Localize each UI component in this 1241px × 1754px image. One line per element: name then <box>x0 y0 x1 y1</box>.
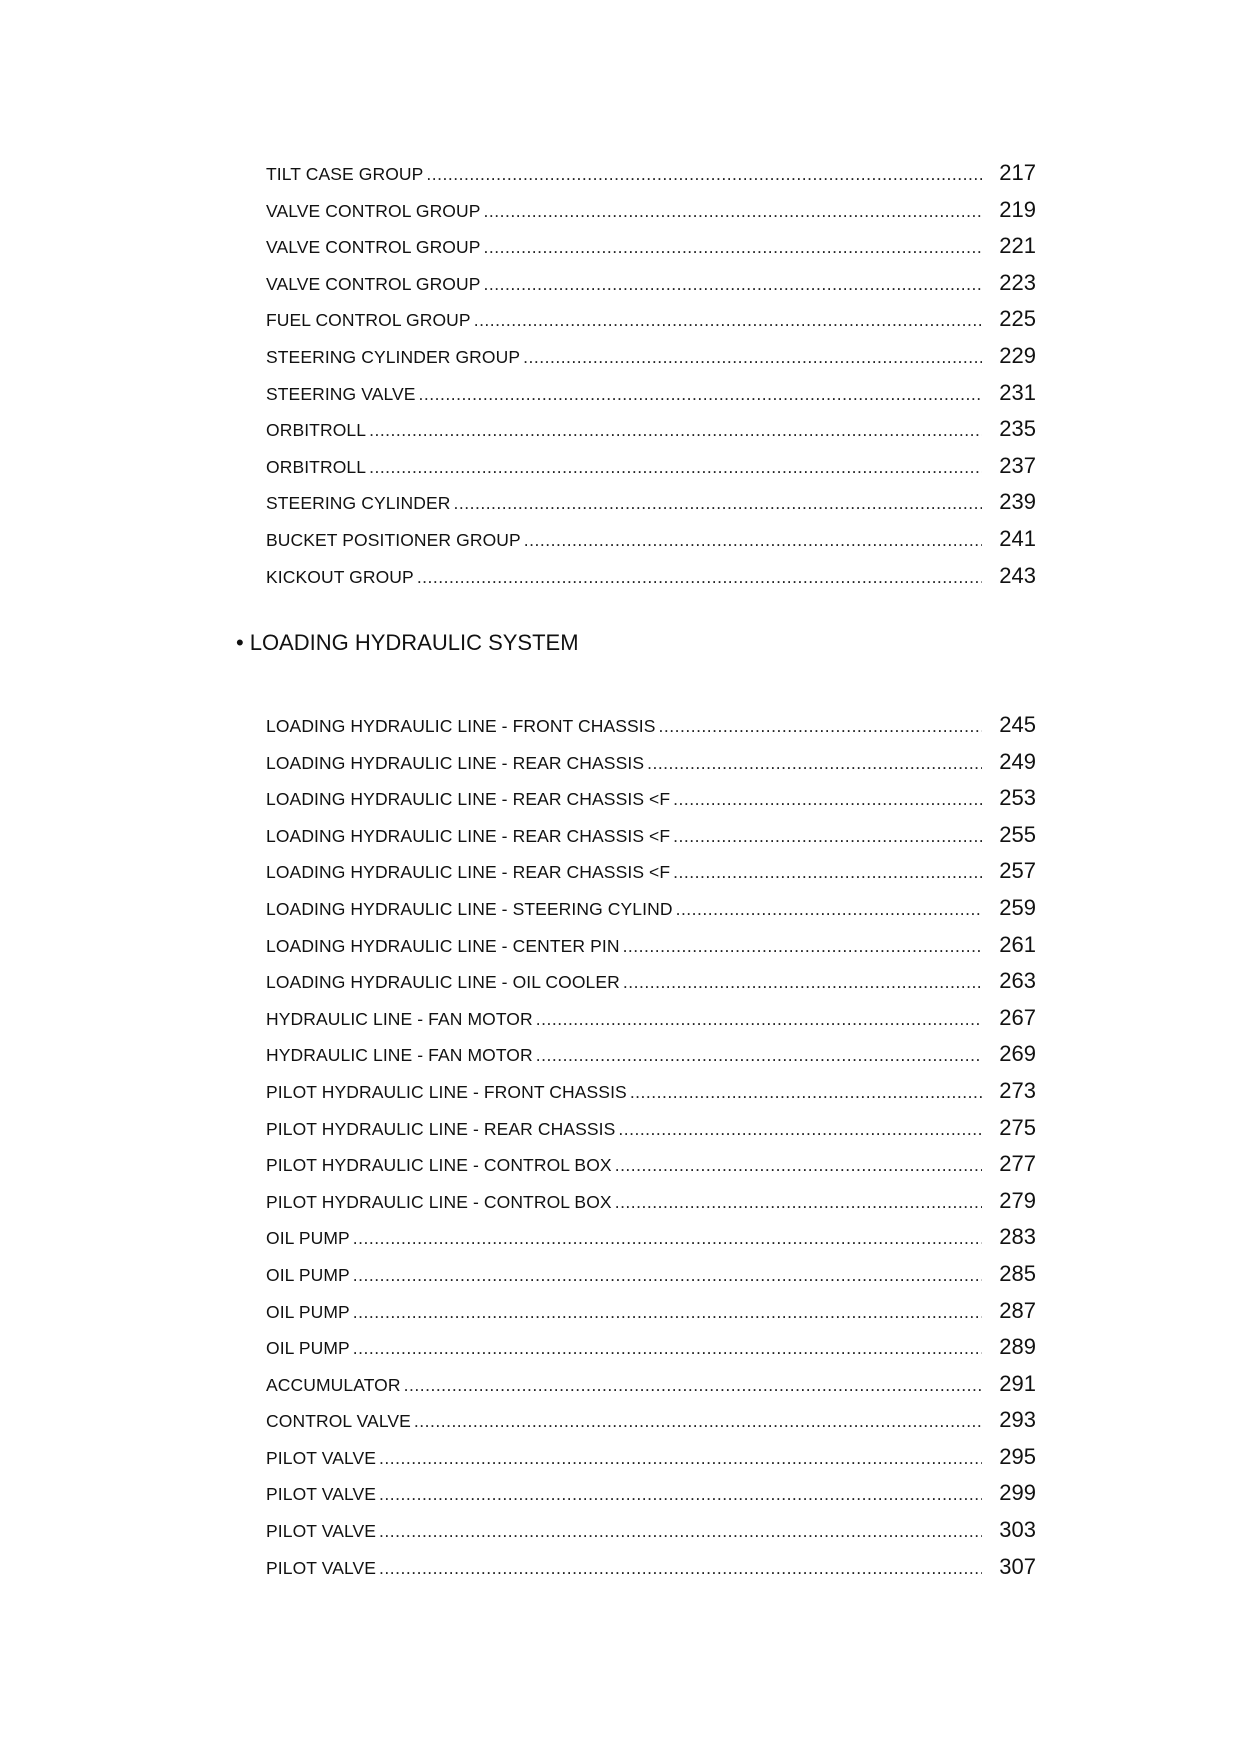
toc-entry-page-number: 295 <box>999 1443 1036 1469</box>
toc-entry-title: LOADING HYDRAULIC LINE - REAR CHASSIS <F <box>266 825 671 846</box>
toc-entry[interactable] <box>266 1073 1036 1110</box>
dot-leader <box>615 1147 982 1184</box>
toc-entry-page-number: 279 <box>999 1187 1036 1213</box>
toc-entry-page-number: 239 <box>999 489 1036 515</box>
toc-entry[interactable] <box>266 1439 1036 1476</box>
toc-entry[interactable] <box>266 817 1036 854</box>
toc-entry-title-wrap <box>266 745 996 782</box>
dot-leader <box>523 339 982 376</box>
toc-entry-title-wrap <box>266 964 996 1001</box>
toc-entry-page-number: 219 <box>999 196 1036 222</box>
toc-entry-title: STEERING CYLINDER <box>266 493 451 514</box>
toc-entry-page-number: 255 <box>999 821 1036 847</box>
toc-entry-title-wrap <box>266 708 996 745</box>
dot-leader <box>404 1367 982 1404</box>
toc-entry-title-wrap <box>266 339 996 376</box>
toc-entry[interactable] <box>266 301 1036 338</box>
toc-entry-page-number: 243 <box>999 562 1036 588</box>
toc-entry-page-number: 229 <box>999 342 1036 368</box>
dot-leader <box>426 156 982 193</box>
dot-leader <box>353 1330 982 1367</box>
toc-entry[interactable] <box>266 1475 1036 1512</box>
toc-entry[interactable] <box>266 558 1036 595</box>
toc-entry-title: PILOT HYDRAULIC LINE - CONTROL BOX <box>266 1155 612 1176</box>
dot-leader <box>379 1550 982 1587</box>
dot-leader <box>673 854 982 891</box>
toc-entry-title-wrap <box>266 781 996 818</box>
toc-entry[interactable] <box>266 1366 1036 1403</box>
toc-entry-title-wrap <box>266 1074 996 1111</box>
dot-leader <box>484 266 982 303</box>
dot-leader <box>524 522 982 559</box>
toc-entry-title-wrap <box>266 1476 996 1513</box>
toc-entry-title: HYDRAULIC LINE - FAN MOTOR <box>266 1045 533 1066</box>
toc-entry-page-number: 303 <box>999 1517 1036 1543</box>
dot-leader <box>623 928 982 965</box>
toc-entry-title: PILOT HYDRAULIC LINE - CONTROL BOX <box>266 1191 612 1212</box>
toc-entry-title: LOADING HYDRAULIC LINE - REAR CHASSIS <F <box>266 862 671 883</box>
toc-entry-title-wrap <box>266 928 996 965</box>
toc-entry-page-number: 269 <box>999 1041 1036 1067</box>
toc-entry-title: ACCUMULATOR <box>266 1374 401 1395</box>
toc-entry[interactable] <box>266 484 1036 521</box>
dot-leader <box>676 891 982 928</box>
toc-entry-title-wrap <box>266 891 996 928</box>
dot-leader <box>623 964 982 1001</box>
dot-leader <box>454 485 982 522</box>
toc-entry[interactable] <box>266 448 1036 485</box>
toc-entry[interactable] <box>266 192 1036 229</box>
dot-leader <box>379 1476 982 1513</box>
toc-entry-title: LOADING HYDRAULIC LINE - STEERING CYLIND <box>266 898 673 919</box>
toc-entry-title-wrap <box>266 266 996 303</box>
toc-entry-title-wrap <box>266 1037 996 1074</box>
toc-entry-page-number: 249 <box>999 748 1036 774</box>
dot-leader <box>673 781 982 818</box>
dot-leader <box>484 193 982 230</box>
toc-entry-page-number: 257 <box>999 858 1036 884</box>
toc-entry-title: TILT CASE GROUP <box>266 164 424 184</box>
toc-entry[interactable] <box>266 1146 1036 1183</box>
toc-entry-title-wrap <box>266 1513 996 1550</box>
toc-entry-title-wrap <box>266 1367 996 1404</box>
toc-entry[interactable] <box>266 1329 1036 1366</box>
toc-entry-title: LOADING HYDRAULIC LINE - OIL COOLER <box>266 972 620 993</box>
section-title: LOADING HYDRAULIC SYSTEM <box>249 630 579 655</box>
toc-entry-title-wrap <box>266 1550 996 1587</box>
toc-entry-page-number: 221 <box>999 233 1036 259</box>
toc-entry-title: PILOT VALVE <box>266 1557 377 1578</box>
toc-entry-title: LOADING HYDRAULIC LINE - FRONT CHASSIS <box>266 716 656 736</box>
toc-entry[interactable] <box>266 521 1036 558</box>
toc-entry[interactable] <box>266 338 1036 375</box>
toc-entry-title-wrap <box>266 1294 996 1331</box>
toc-entry-title: PILOT HYDRAULIC LINE - FRONT CHASSIS <box>266 1081 627 1102</box>
toc-entry-page-number: 245 <box>999 712 1036 737</box>
dot-leader <box>615 1184 982 1221</box>
toc-entry-title: STEERING VALVE <box>266 383 416 404</box>
toc-entry[interactable] <box>266 1512 1036 1549</box>
toc-entry-title-wrap <box>266 156 996 193</box>
toc-entry-page-number: 225 <box>999 306 1036 332</box>
toc-entry-page-number: 223 <box>999 269 1036 295</box>
dot-leader <box>630 1074 982 1111</box>
toc-entry[interactable] <box>266 1110 1036 1147</box>
toc-entry-title-wrap <box>266 1001 996 1038</box>
dot-leader <box>618 1111 982 1148</box>
toc-entry-title-wrap <box>266 522 996 559</box>
toc-entry-page-number: 235 <box>999 416 1036 442</box>
toc-entry-title-wrap <box>266 1220 996 1257</box>
toc-entry-title-wrap <box>266 1147 996 1184</box>
toc-entry-title-wrap <box>266 1440 996 1477</box>
toc-entry-page-number: 273 <box>999 1077 1036 1103</box>
toc-entry-title: PILOT HYDRAULIC LINE - REAR CHASSIS <box>266 1118 616 1139</box>
toc-entry-page-number: 263 <box>999 968 1036 994</box>
toc-entry[interactable] <box>266 780 1036 817</box>
toc-entry-title: OIL PUMP <box>266 1338 350 1359</box>
toc-entry-title: FUEL CONTROL GROUP <box>266 310 471 331</box>
dot-leader <box>353 1257 982 1294</box>
toc-entry-title: VALVE CONTROL GROUP <box>266 273 481 294</box>
toc-entry-title: KICKOUT GROUP <box>266 566 414 587</box>
toc-entry[interactable] <box>266 1183 1036 1220</box>
toc-entry-title-wrap <box>266 1184 996 1221</box>
toc-entry-page-number: 283 <box>999 1224 1036 1250</box>
toc-entry-title: PILOT VALVE <box>266 1447 377 1468</box>
toc-entry-title: LOADING HYDRAULIC LINE - REAR CHASSIS <F <box>266 789 671 810</box>
toc-entry-title: OIL PUMP <box>266 1264 350 1285</box>
dot-leader <box>647 745 982 782</box>
toc-entry-title: OIL PUMP <box>266 1228 350 1249</box>
toc-entry-title: ORBITROLL <box>266 456 367 477</box>
toc-list-group-1 <box>266 155 1036 594</box>
toc-entry-title: BUCKET POSITIONER GROUP <box>266 529 521 550</box>
toc-entry-title: OIL PUMP <box>266 1301 350 1322</box>
toc-entry-title-wrap <box>266 485 996 522</box>
toc-entry-page-number: 217 <box>999 160 1036 185</box>
toc-entry[interactable] <box>266 1000 1036 1037</box>
toc-entry[interactable] <box>266 228 1036 265</box>
toc-entry[interactable] <box>266 375 1036 412</box>
toc-entry-page-number: 293 <box>999 1407 1036 1433</box>
toc-entry-page-number: 267 <box>999 1004 1036 1030</box>
toc-entry-page-number: 285 <box>999 1260 1036 1286</box>
dot-leader <box>536 1037 982 1074</box>
toc-entry-title-wrap <box>266 818 996 855</box>
toc-entry[interactable] <box>266 853 1036 890</box>
toc-entry-title-wrap <box>266 449 996 486</box>
dot-leader <box>474 302 982 339</box>
dot-leader <box>353 1294 982 1331</box>
toc-entry-page-number: 289 <box>999 1334 1036 1360</box>
toc-entry-title: VALVE CONTROL GROUP <box>266 237 481 258</box>
bullet-icon: • <box>236 630 244 655</box>
toc-entry-page-number: 277 <box>999 1151 1036 1177</box>
toc-entry-title: VALVE CONTROL GROUP <box>266 200 481 221</box>
toc-entry[interactable] <box>266 1402 1036 1439</box>
toc-entry[interactable] <box>266 1549 1036 1586</box>
dot-leader <box>414 1403 982 1440</box>
toc-entry-title-wrap <box>266 229 996 266</box>
toc-entry-title: STEERING CYLINDER GROUP <box>266 346 521 367</box>
toc-entry-title: LOADING HYDRAULIC LINE - CENTER PIN <box>266 935 620 956</box>
toc-entry-title-wrap <box>266 559 996 596</box>
dot-leader <box>379 1440 982 1477</box>
toc-entry-page-number: 231 <box>999 379 1036 405</box>
toc-entry-title-wrap <box>266 412 996 449</box>
toc-entry-page-number: 307 <box>999 1553 1036 1579</box>
dot-leader <box>484 229 982 266</box>
toc-entry[interactable] <box>266 1036 1036 1073</box>
toc-entry[interactable] <box>266 155 1036 192</box>
dot-leader <box>673 818 982 855</box>
toc-entry-title-wrap <box>266 302 996 339</box>
toc-entry[interactable] <box>266 707 1036 744</box>
toc-entry-page-number: 291 <box>999 1370 1036 1396</box>
dot-leader <box>379 1513 982 1550</box>
toc-entry-page-number: 253 <box>999 785 1036 811</box>
dot-leader <box>369 412 982 449</box>
dot-leader <box>353 1220 982 1257</box>
toc-entry[interactable] <box>266 411 1036 448</box>
toc-entry-page-number: 299 <box>999 1480 1036 1506</box>
dot-leader <box>369 449 982 486</box>
toc-entry[interactable] <box>266 744 1036 781</box>
toc-entry-page-number: 237 <box>999 452 1036 478</box>
toc-entry[interactable] <box>266 963 1036 1000</box>
toc-entry-title-wrap <box>266 193 996 230</box>
toc-entry-page-number: 259 <box>999 894 1036 920</box>
dot-leader <box>417 559 982 596</box>
toc-entry-title: HYDRAULIC LINE - FAN MOTOR <box>266 1008 533 1029</box>
toc-entry-title: LOADING HYDRAULIC LINE - REAR CHASSIS <box>266 752 645 773</box>
toc-entry[interactable] <box>266 927 1036 964</box>
toc-list-group-2 <box>266 707 1036 1585</box>
toc-entry[interactable] <box>266 1256 1036 1293</box>
toc-entry[interactable] <box>266 890 1036 927</box>
toc-entry-title: CONTROL VALVE <box>266 1411 411 1432</box>
toc-entry-page-number: 261 <box>999 931 1036 957</box>
toc-entry-title-wrap <box>266 376 996 413</box>
toc-entry[interactable] <box>266 1293 1036 1330</box>
dot-leader <box>659 708 982 745</box>
dot-leader <box>419 376 982 413</box>
dot-leader <box>536 1001 982 1038</box>
toc-entry[interactable] <box>266 265 1036 302</box>
toc-entry[interactable] <box>266 1219 1036 1256</box>
toc-entry-title: PILOT VALVE <box>266 1521 377 1542</box>
toc-entry-page-number: 275 <box>999 1114 1036 1140</box>
toc-entry-title-wrap <box>266 1403 996 1440</box>
toc-entry-page-number: 287 <box>999 1297 1036 1323</box>
toc-entry-page-number: 241 <box>999 525 1036 551</box>
section-heading <box>236 630 579 656</box>
toc-entry-title-wrap <box>266 1330 996 1367</box>
toc-entry-title-wrap <box>266 1111 996 1148</box>
toc-entry-title-wrap <box>266 854 996 891</box>
toc-entry-title: PILOT VALVE <box>266 1484 377 1505</box>
toc-entry-title-wrap <box>266 1257 996 1294</box>
toc-entry-title: ORBITROLL <box>266 420 367 441</box>
